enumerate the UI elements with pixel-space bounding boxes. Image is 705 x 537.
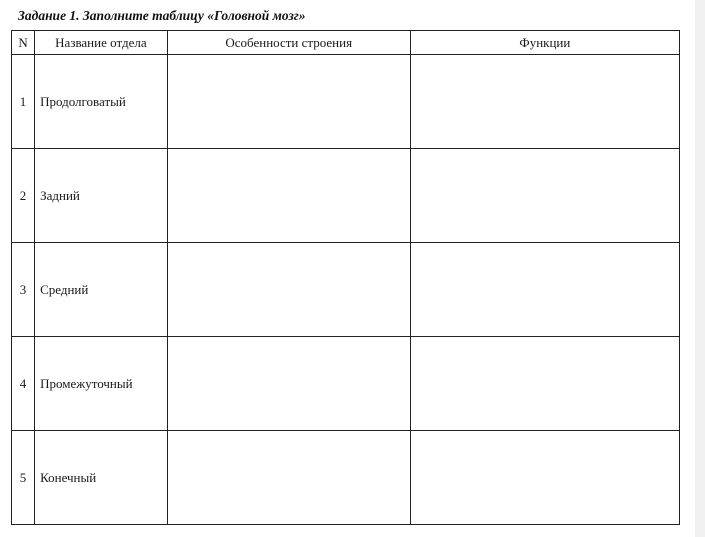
header-row xyxy=(12,31,680,55)
table-row xyxy=(12,337,680,431)
header-section-name: Название отдела xyxy=(35,31,168,55)
row-number: 1 xyxy=(12,55,35,149)
functions-cell[interactable] xyxy=(410,149,679,243)
table-row xyxy=(12,243,680,337)
functions-cell[interactable] xyxy=(410,337,679,431)
section-name: Средний xyxy=(35,243,168,337)
row-number: 2 xyxy=(12,149,35,243)
section-name: Конечный xyxy=(35,431,168,525)
section-name: Задний xyxy=(35,149,168,243)
section-name: Промежуточный xyxy=(35,337,168,431)
table-row xyxy=(12,55,680,149)
header-n: N xyxy=(12,31,35,55)
structure-cell[interactable] xyxy=(167,55,410,149)
section-name: Продолговатый xyxy=(35,55,168,149)
functions-cell[interactable] xyxy=(410,431,679,525)
structure-cell[interactable] xyxy=(167,149,410,243)
functions-cell[interactable] xyxy=(410,55,679,149)
row-number: 3 xyxy=(12,243,35,337)
scrollbar-track[interactable] xyxy=(695,0,705,537)
table-row xyxy=(12,149,680,243)
structure-cell[interactable] xyxy=(167,431,410,525)
table-row xyxy=(12,431,680,525)
task-title: Задание 1. Заполните таблицу «Головной мозг» xyxy=(18,8,306,23)
row-number: 4 xyxy=(12,337,35,431)
brain-table xyxy=(11,30,680,525)
header-structure: Особенности строения xyxy=(167,31,410,55)
functions-cell[interactable] xyxy=(410,243,679,337)
header-functions: Функции xyxy=(410,31,679,55)
row-number: 5 xyxy=(12,431,35,525)
structure-cell[interactable] xyxy=(167,337,410,431)
structure-cell[interactable] xyxy=(167,243,410,337)
